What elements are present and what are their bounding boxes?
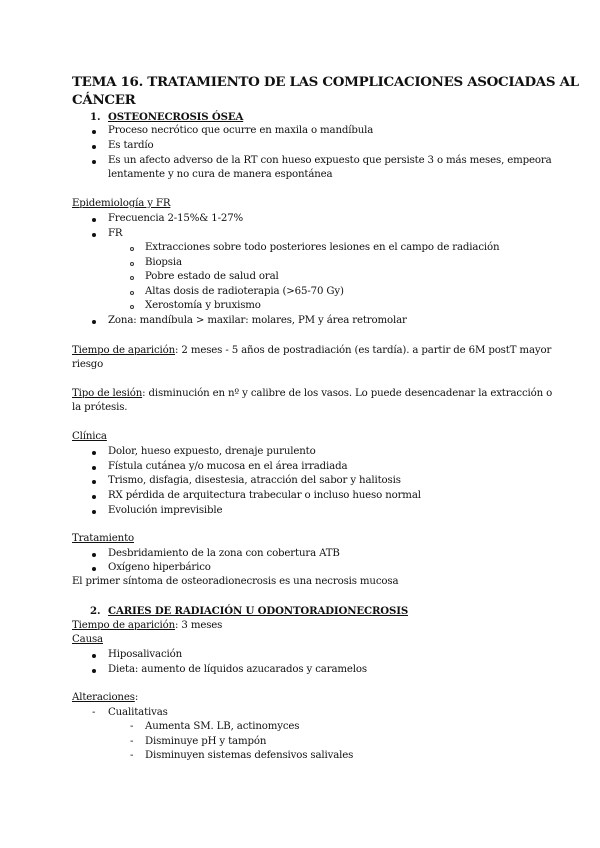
onset-time-text: : 3 meses [175,620,223,631]
sub-list-item: Disminuyen sistemas defensivos salivales [145,750,354,761]
sub-bullet-icon [130,305,134,309]
bullet-icon [92,320,96,324]
list-item: FR [108,228,123,239]
list-item: Trismo, disfagia, disestesia, atracción del sabor y halitosis [108,475,401,486]
section1-number: 1. [90,111,101,123]
bullet-icon [92,654,96,658]
bullet-icon [92,480,96,484]
onset-time-continuation: riesgo [72,359,104,370]
sub-list-item: Pobre estado de salud oral [145,271,279,282]
bullet-icon [92,451,96,455]
list-item: Desbridamiento de la zona con cobertura ATB [108,548,340,559]
list-item: Oxígeno hiperbárico [108,562,211,573]
bullet-icon [92,669,96,673]
bullet-icon [92,466,96,470]
dash-bullet-icon: - [130,721,134,732]
section2-number: 2. [90,605,101,617]
sub-list-item: Disminuye pH y tampón [145,736,267,747]
list-item: Dolor, hueso expuesto, drenaje purulento [108,446,316,457]
lesion-type-paragraph [72,387,552,401]
dash-bullet-icon: - [130,736,134,747]
bullet-icon [92,130,96,134]
sub-bullet-icon [130,247,134,251]
onset-time-text: : 2 meses - 5 años de postradiación (es tardía). a partir de 6M postT mayor [175,345,552,356]
section1-heading: OSTEONECROSIS ÓSEA [108,111,244,123]
alterations-heading: Alteraciones [72,692,135,703]
page-title-line2: CÁNCER [72,92,136,108]
dash-bullet-icon: - [92,707,96,718]
lesion-type-text: : disminución en nº y calibre de los vasos. Lo puede desencadenar la extracción o [142,388,553,399]
sub-bullet-icon [130,276,134,280]
sub-list-item: Extracciones sobre todo posteriores lesiones en el campo de radiación [145,242,500,253]
list-item: Proceso necrótico que ocurre en maxila o mandíbula [108,125,374,136]
onset-time-label: Tiempo de aparición [72,620,176,631]
list-item: Zona: mandíbula > maxilar: molares, PM y área retromolar [108,315,407,326]
onset-time-paragraph-2 [72,619,222,633]
bullet-icon [92,567,96,571]
list-item: Cualitativas [108,707,168,718]
sub-bullet-icon [130,262,134,266]
sub-list-item: Xerostomía y bruxismo [145,300,261,311]
list-item: Es un afecto adverso de la RT con hueso expuesto que persiste 3 o más meses, empeora [108,155,552,166]
note-text: El primer síntoma de osteoradionecrosis es una necrosis mucosa [72,576,399,587]
treatment-heading: Tratamiento [72,533,134,544]
bullet-icon [92,160,96,164]
epidemiology-heading: Epidemiología y FR [72,198,171,209]
page-title: TEMA 16. TRATAMIENTO DE LAS COMPLICACIONES ASOCIADAS AL [72,74,579,90]
list-item: Frecuencia 2-15%& 1-27% [108,213,244,224]
list-item: Es tardío [108,140,154,151]
lesion-type-continuation: la prótesis. [72,402,128,413]
alterations-colon: : [134,692,139,703]
cause-heading: Causa [72,634,103,645]
sub-bullet-icon [130,291,134,295]
bullet-icon [92,510,96,514]
onset-time-paragraph [72,344,551,358]
list-item: Hiposalivación [108,649,183,660]
list-item: Evolución imprevisible [108,505,223,516]
bullet-icon [92,233,96,237]
list-item: Dieta: aumento de líquidos azucarados y caramelos [108,664,367,675]
list-item: Fístula cutánea y/o mucosa en el área irradiada [108,461,348,472]
sub-list-item: Altas dosis de radioterapia (>65-70 Gy) [145,286,344,297]
lesion-type-label: Tipo de lesión [72,388,143,399]
section2-heading: CARIES DE RADIACIÓN U ODONTORADIONECROSIS [108,605,409,617]
onset-time-label: Tiempo de aparición [72,345,176,356]
bullet-icon [92,218,96,222]
alterations-paragraph [72,691,138,705]
bullet-icon [92,553,96,557]
sub-list-item: Biopsia [145,257,182,268]
sub-list-item: Aumenta SM. LB, actinomyces [145,721,300,732]
dash-bullet-icon: - [130,750,134,761]
bullet-icon [92,495,96,499]
list-item: RX pérdida de arquitectura trabecular o incluso hueso normal [108,490,421,501]
clinical-heading: Clínica [72,431,107,442]
list-item-continuation: lentamente y no cura de manera espontánea [108,169,333,180]
bullet-icon [92,145,96,149]
